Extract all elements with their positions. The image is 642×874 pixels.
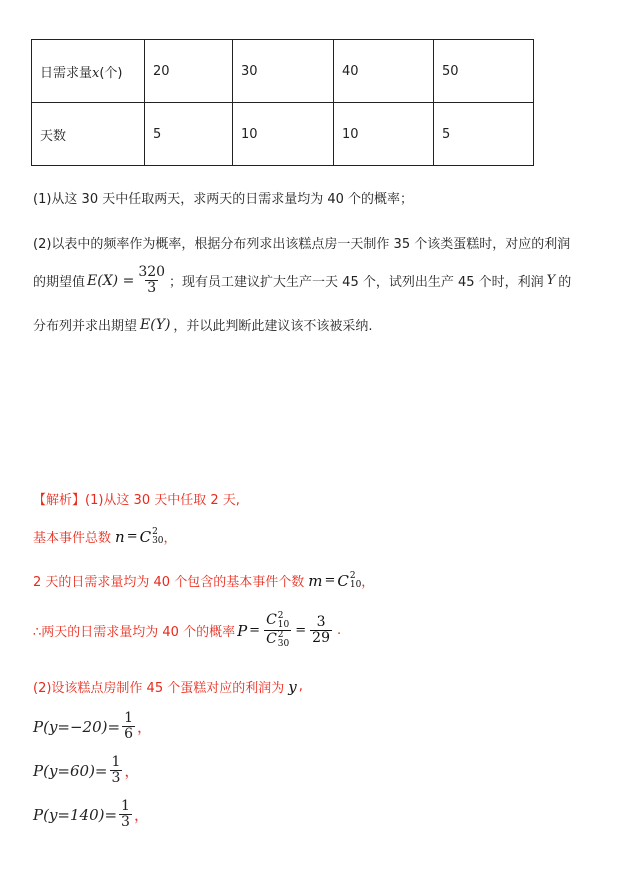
solution-line-n: 基本事件总数 n = C 2 30 ， (33, 526, 177, 546)
solution-heading: 【解析】(1)从这 30 天中任取 2 天, (33, 493, 240, 508)
question-2-line3: 分布列并求出期望 E(Y) ，并以此判断此建议该不该被采纳. (33, 316, 373, 334)
table-cell: 10 (233, 103, 334, 166)
combination-C30-2: C 2 30 (139, 526, 164, 546)
table-row (32, 40, 534, 103)
distribution-row-60: P(y=60)= $\frac{1}{3}$ ， (33, 754, 140, 787)
table-cell: 5 (145, 103, 233, 166)
fraction-C10-over-C30: C 2 10 C 2 30 (266, 611, 290, 649)
solution-line-p: ∴两天的日需求量均为 40 个的概率 P = C 2 10 C 2 30 = $\frac{3}{29}$ . (33, 611, 342, 649)
demand-table (31, 39, 534, 166)
table-cell: 50 (434, 40, 534, 103)
distribution-row-neg20: P(y=−20)= $\frac{1}{6}$ ， (33, 710, 153, 743)
expectation-EY: E(Y) (140, 316, 171, 333)
solution-part2: (2)设该糕点房制作 45 个蛋糕对应的利润为 y , (33, 677, 303, 696)
table-cell: 10 (334, 103, 434, 166)
table-header-cell: 天数 (32, 103, 145, 166)
fraction-320-3: $\frac{320}{3}$ (138, 264, 166, 297)
table-row (32, 103, 534, 166)
question-2-line2: 的期望值 E(X) = $\frac{320}{3}$ ；现有员工建议扩大生产一天 45 个，试列出生产 45 个时，利润 Y 的 (33, 264, 572, 297)
fraction-3-29: $\frac{3}{29}$ (312, 613, 330, 646)
table-cell: 20 (145, 40, 233, 103)
table-cell: 30 (233, 40, 334, 103)
question-2-line1: (2)以表中的频率作为概率，根据分布列求出该糕点房一天制作 35 个该类蛋糕时，对应的利润 (33, 237, 571, 252)
expectation-EX: E(X) = (87, 272, 135, 289)
table-cell: 5 (434, 103, 534, 166)
var-Y: Y (546, 273, 556, 289)
table-header-cell: 日需求量x(个) (32, 40, 145, 103)
solution-line-m: 2 天的日需求量均为 40 个包含的基本事件个数 m = C 2 10 ， (33, 570, 375, 590)
distribution-row-140: P(y=140)= $\frac{1}{3}$ ， (33, 798, 149, 831)
table-cell: 40 (334, 40, 434, 103)
var-x: x (92, 65, 100, 81)
combination-C10-2: C 2 10 (337, 570, 362, 590)
question-1: (1)从这 30 天中任取两天，求两天的日需求量均为 40 个的概率； (33, 192, 414, 207)
